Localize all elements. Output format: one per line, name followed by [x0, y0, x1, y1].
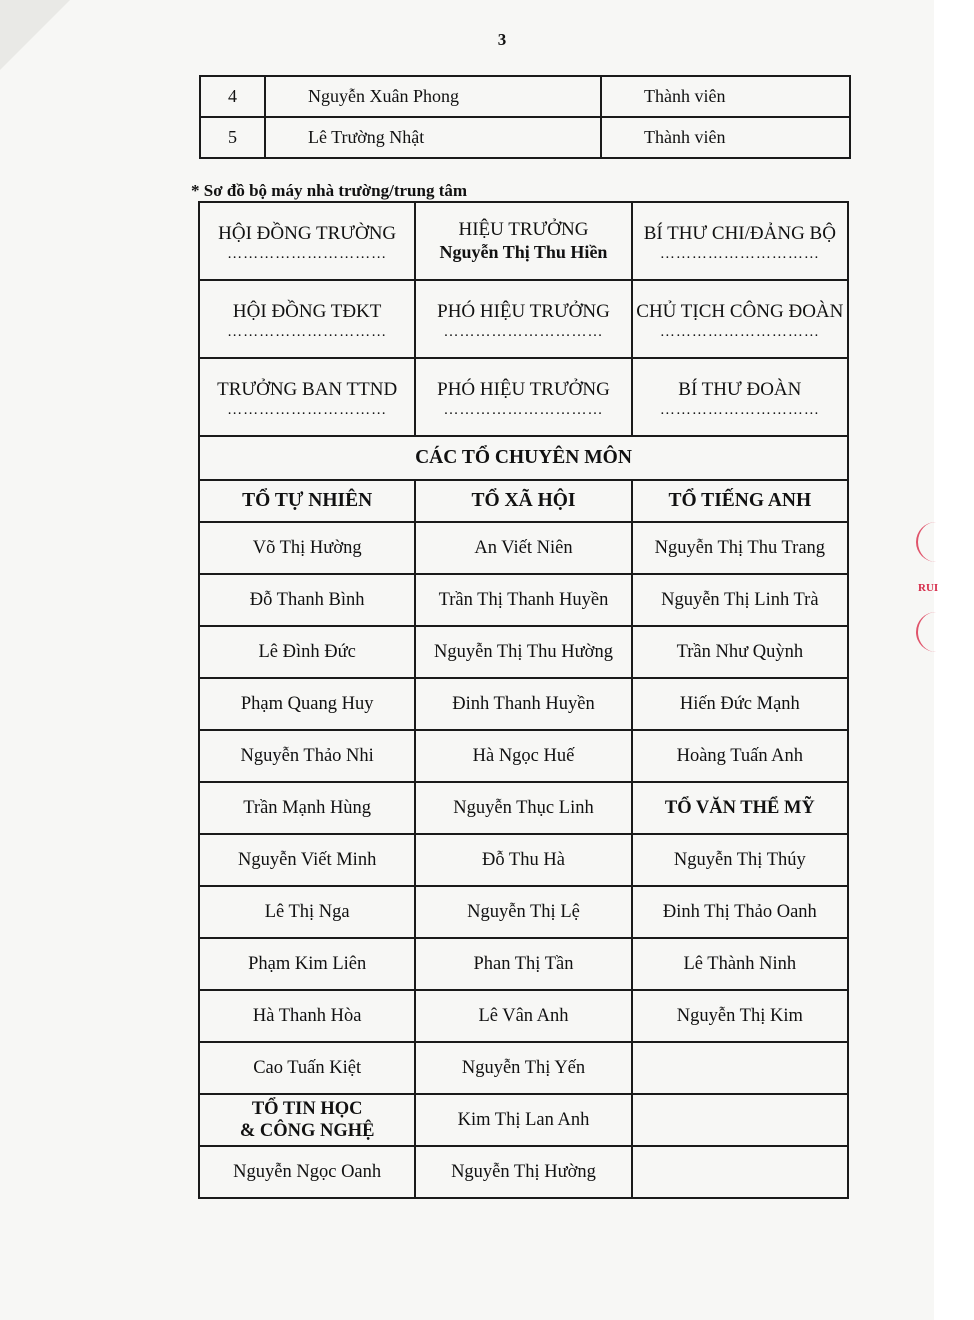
member-role: Thành viên	[601, 76, 850, 117]
staff-name: Trần Mạnh Hùng	[199, 782, 415, 834]
position-title: HỘI ĐỒNG TRƯỜNG	[218, 223, 397, 244]
staff-name: Hà Thanh Hòa	[199, 990, 415, 1042]
staff-name: Hoàng Tuấn Anh	[632, 730, 848, 782]
placeholder-dots: …………………………	[659, 246, 820, 262]
position-title: HIỆU TRƯỞNG	[458, 219, 589, 240]
staff-name: Trần Thị Thanh Huyền	[415, 574, 631, 626]
placeholder-dots: …………………………	[227, 246, 388, 262]
staff-name: Phạm Quang Huy	[199, 678, 415, 730]
group-header-social-sciences: TỔ XÃ HỘI	[415, 480, 631, 522]
stamp-arc	[916, 612, 936, 652]
empty-cell	[632, 1042, 848, 1094]
vice-principal-cell	[415, 358, 631, 436]
leadership-row	[199, 358, 848, 436]
placeholder-dots: …………………………	[443, 324, 604, 340]
member-number: 5	[200, 117, 265, 158]
staff-name: Nguyễn Thục Linh	[415, 782, 631, 834]
staff-name: Nguyễn Thị Thúy	[632, 834, 848, 886]
vice-principal-cell	[415, 280, 631, 358]
empty-cell	[632, 1094, 848, 1146]
table-row	[199, 886, 848, 938]
group-header-row	[199, 480, 848, 522]
page-number: 3	[497, 30, 507, 49]
principal-name: Nguyễn Thị Thu Hiền	[439, 242, 608, 262]
staff-name: Lê Thị Nga	[199, 886, 415, 938]
emulation-council-cell	[199, 280, 415, 358]
table-row	[199, 1094, 848, 1146]
departments-header-row	[199, 436, 848, 480]
position-title: CHỦ TỊCH CÔNG ĐOÀN	[636, 301, 844, 322]
table-row	[199, 730, 848, 782]
staff-name: Cao Tuấn Kiệt	[199, 1042, 415, 1094]
placeholder-dots: …………………………	[227, 402, 388, 418]
principal-cell	[415, 202, 631, 280]
position-title: PHÓ HIỆU TRƯỞNG	[437, 301, 610, 322]
placeholder-dots: …………………………	[659, 402, 820, 418]
leadership-row	[199, 202, 848, 280]
staff-name: Phạm Kim Liên	[199, 938, 415, 990]
leadership-row	[199, 280, 848, 358]
table-row	[199, 834, 848, 886]
placeholder-dots: …………………………	[227, 324, 388, 340]
staff-name: Hà Ngọc Huế	[415, 730, 631, 782]
staff-name: Kim Thị Lan Anh	[415, 1094, 631, 1146]
group-header-arts-pe: TỔ VĂN THỂ MỸ	[632, 782, 848, 834]
table-row	[199, 522, 848, 574]
staff-name: Hiến Đức Mạnh	[632, 678, 848, 730]
members-table	[199, 75, 851, 159]
youth-secretary-cell	[632, 358, 848, 436]
staff-name: Nguyễn Thị Linh Trà	[632, 574, 848, 626]
stamp-text: RUI	[918, 582, 939, 594]
member-name: Nguyễn Xuân Phong	[265, 76, 601, 117]
org-chart-table	[198, 201, 849, 1199]
table-row	[199, 626, 848, 678]
staff-name: Lê Đình Đức	[199, 626, 415, 678]
table-row	[199, 782, 848, 834]
inspection-board-cell	[199, 358, 415, 436]
table-row	[200, 117, 850, 158]
union-chair-cell	[632, 280, 848, 358]
table-row	[199, 938, 848, 990]
staff-name: Nguyễn Ngọc Oanh	[199, 1146, 415, 1198]
position-title: BÍ THƯ CHI/ĐẢNG BỘ	[643, 223, 836, 244]
position-title: BÍ THƯ ĐOÀN	[678, 379, 802, 400]
table-row	[199, 574, 848, 626]
table-row	[199, 1146, 848, 1198]
staff-name: Võ Thị Hường	[199, 522, 415, 574]
table-row	[199, 990, 848, 1042]
member-name: Lê Trường Nhật	[265, 117, 601, 158]
table-row	[199, 678, 848, 730]
staff-name: Nguyễn Thảo Nhi	[199, 730, 415, 782]
table-row	[199, 1042, 848, 1094]
departments-header: CÁC TỔ CHUYÊN MÔN	[199, 436, 848, 480]
staff-name: Đinh Thanh Huyền	[415, 678, 631, 730]
staff-name: Đỗ Thu Hà	[415, 834, 631, 886]
placeholder-dots: …………………………	[443, 402, 604, 418]
org-chart-caption: * Sơ đồ bộ máy nhà trường/trung tâm	[191, 181, 468, 200]
staff-name: Nguyễn Thị Hường	[415, 1146, 631, 1198]
group-header-english: TỔ TIẾNG ANH	[632, 480, 848, 522]
table-row	[200, 76, 850, 117]
stamp-arc	[916, 522, 936, 562]
school-council-cell	[199, 202, 415, 280]
staff-name: Nguyễn Thị Kim	[632, 990, 848, 1042]
staff-name: Lê Thành Ninh	[632, 938, 848, 990]
position-title: HỘI ĐỒNG TĐKT	[232, 301, 382, 322]
staff-name: Nguyễn Thị Yến	[415, 1042, 631, 1094]
group-header-natural-sciences: TỔ TỰ NHIÊN	[199, 480, 415, 522]
staff-name: Nguyễn Thị Lệ	[415, 886, 631, 938]
staff-name: Nguyễn Viết Minh	[199, 834, 415, 886]
placeholder-dots: …………………………	[659, 324, 820, 340]
staff-name: An Viết Niên	[415, 522, 631, 574]
party-secretary-cell	[632, 202, 848, 280]
position-title: PHÓ HIỆU TRƯỞNG	[437, 379, 610, 400]
group-header-it-technology: TỔ TIN HỌC & CÔNG NGHỆ	[199, 1094, 415, 1146]
staff-name: Trần Như Quỳnh	[632, 626, 848, 678]
staff-name: Đỗ Thanh Bình	[199, 574, 415, 626]
red-stamp-fragment	[916, 522, 939, 662]
staff-name: Lê Vân Anh	[415, 990, 631, 1042]
staff-name: Đinh Thị Thảo Oanh	[632, 886, 848, 938]
empty-cell	[632, 1146, 848, 1198]
staff-name: Phan Thị Tần	[415, 938, 631, 990]
position-title: TRƯỞNG BAN TTND	[217, 379, 398, 400]
staff-name: Nguyễn Thị Thu Hường	[415, 626, 631, 678]
staff-name: Nguyễn Thị Thu Trang	[632, 522, 848, 574]
member-role: Thành viên	[601, 117, 850, 158]
member-number: 4	[200, 76, 265, 117]
